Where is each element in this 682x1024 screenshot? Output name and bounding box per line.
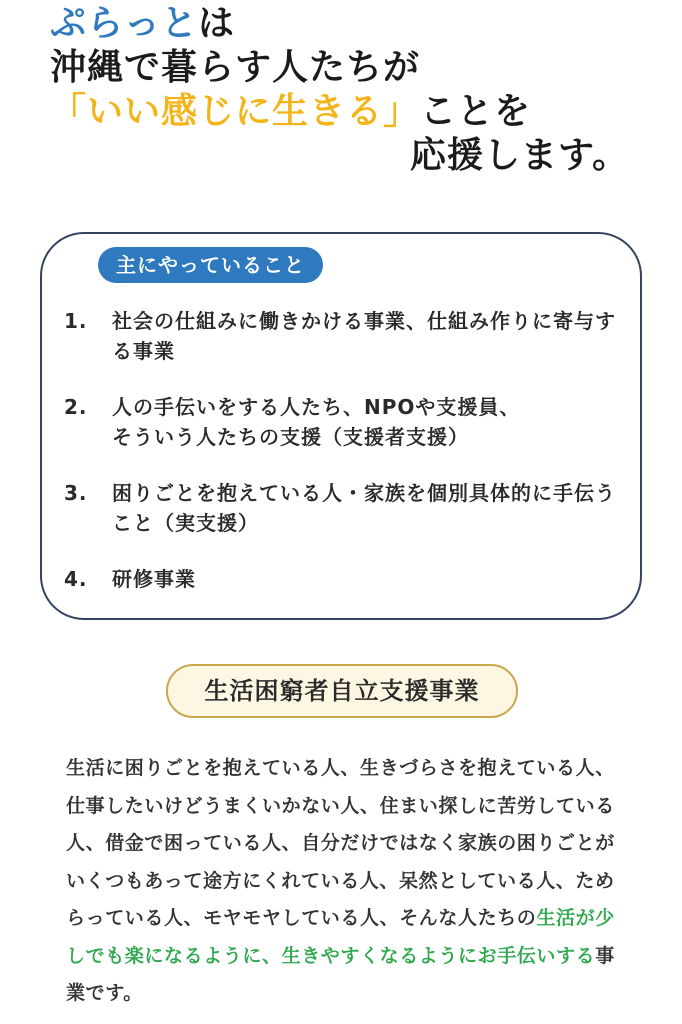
hero-line-2: 沖縄で暮らす人たちが [50,47,421,88]
description-text: 生活に困りごとを抱えている人、生きづらさを抱えている人、仕事したいけどうまくいかない人、住まい探しに苦労している人、借金で困っている人、自分だけではなく家族の困りごとがいくつもあって途方にくれている人、呆然としている人、ためらっている人、モヤモヤしている人、そんな人たちの [66,757,615,929]
activity-number: 1. [64,309,88,333]
hero-line-3 [50,90,650,134]
activity-item [64,564,624,594]
activity-text: 社会の仕組みに働きかける事業、仕組み作りに寄与する事業 [112,309,616,363]
activity-text: 研修事業 [112,567,196,591]
activity-text: 困りごとを抱えている人・家族を個別具体的に手伝うこと（実支援） [112,481,616,535]
activities-card [40,232,642,620]
activity-text-line: そういう人たちの支援（支援者支援） [112,425,469,449]
activity-text-line: 人の手伝いをする人たち、NPOや支援員、 [112,395,521,419]
activity-item [64,392,624,452]
activity-number: 3. [64,481,88,505]
activity-item [64,306,624,366]
activity-text [112,392,624,452]
hero-line-1 [50,2,650,46]
section-title-pill: 生活困窮者自立支援事業 [166,664,518,718]
description-text-end: 事業です。 [66,944,615,1004]
brand-name: ぷらっと [50,3,199,44]
section-description [66,750,618,1013]
hero-accent-phrase: 「いい感じに生きる」 [50,91,421,132]
activity-item [64,478,624,538]
hero-line-1-rest: は [198,3,236,44]
hero-heading [50,0,650,178]
activity-number: 2. [64,395,88,419]
hero-line-3-rest: ことを [420,91,532,132]
activities-list [64,306,624,594]
activity-number: 4. [64,567,88,591]
description-highlight: 生活が少しでも楽になるように、生きやすくなるようにお手伝いする [66,907,615,967]
hero-line-4: 応援します。 [410,135,630,176]
activities-tag: 主にやっていること [98,247,323,283]
